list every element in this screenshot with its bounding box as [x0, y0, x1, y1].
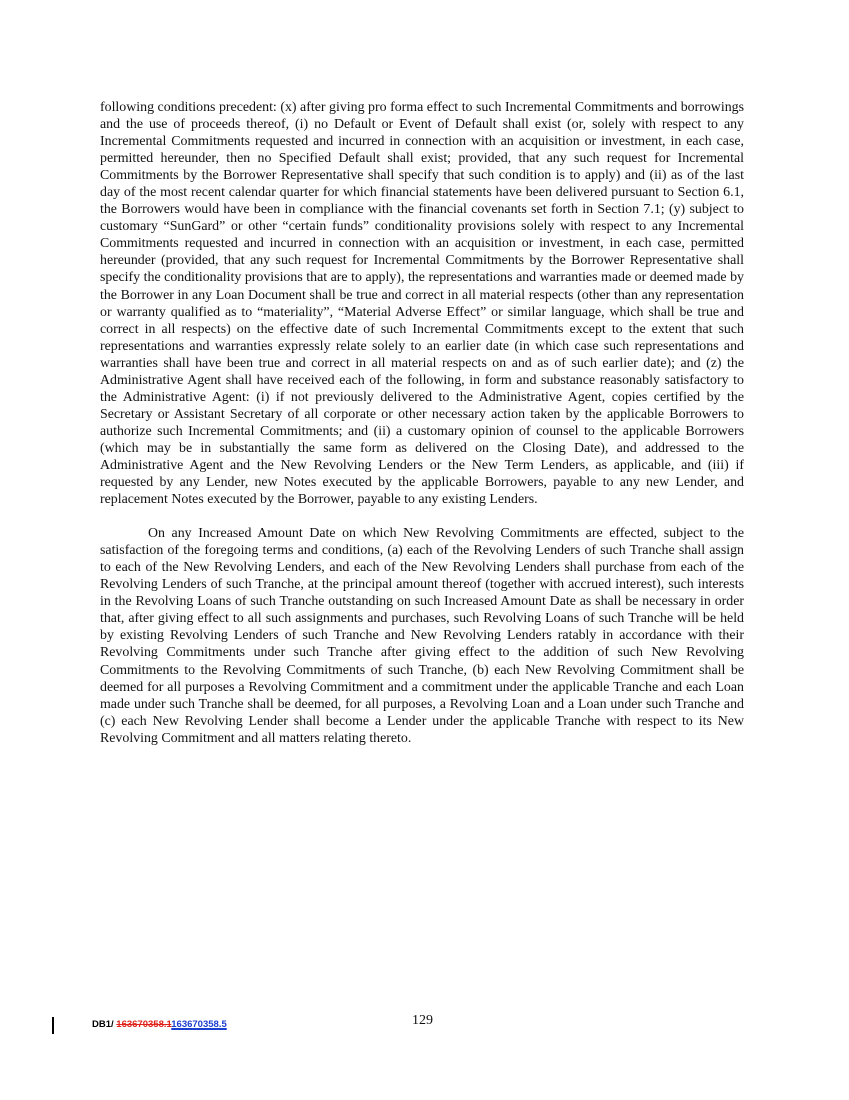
paragraph-increased-amount-date: On any Increased Amount Date on which New Revolving Commitments are effected, subject to the satisfaction of the foregoing terms and conditions, (a) each of the Revolving Lenders of such Tranche shall assign to each of the New Revolving Lenders, and each of the New Revolving Lenders shall purchase from each of the Revolving Lenders of such Tranche, at the principal amount thereof (together with accrued interest), such interests in the Revolving Loans of such Tranche outstanding on such Increased Amount Date as shall be necessary in order that, after giving effect to all such assignments and purchases, such Revolving Loans of such Tranche will be held by existing Revolving Lenders of such Tranche and New Revolving Lenders ratably in accordance with their Revolving Commitments under such Tranche after giving effect to the addition of such New Revolving Commitments to the Revolving Commitments of such Tranche, (b) each New Revolving Commitment shall be deemed for all purposes a Revolving Commitment and a commitment under the applicable Tranche and each Loan made under such Tranche shall be deemed, for all purposes, a Revolving Loan and a Loan under such Tranche and (c) each New Revolving Lender shall become a Lender under the applicable Tranche with respect to its New Revolving Commitment and all matters relating thereto.: [100, 526, 744, 746]
paragraph-conditions-precedent: following conditions precedent: (x) after giving pro forma effect to such Incremental Commitments and borrowings and the use of proceeds thereof, (i) no Default or Event of Default shall exist (or, solely with respect to any Incremental Commitments requested and incurred in connection with an acquisition or investment, in each case, permitted hereunder, then no Specified Default shall exist; provided, that any such request for Incremental Commitments by the Borrower Representative shall specify that such condition is to apply) and (ii) as of the last day of the most recent calendar quarter for which financial statements have been delivered pursuant to Section 6.1, the Borrowers would have been in compliance with the financial covenants set forth in Section 7.1; (y) subject to customary “SunGard” or other “certain funds” conditionality provisions solely with respect to any Incremental Commitments requested and incurred in connection with an acquisition or investment, in each case, permitted hereunder (provided, that any such request for Incremental Commitments by the Borrower Representative shall specify the conditionality provisions that are to apply), the representations and warranties made or deemed made by the Borrower in any Loan Document shall be true and correct in all material respects (other than any representation or warranty qualified as to “materiality”, “Material Adverse Effect” or similar language, which shall be true and correct in all respects) on the effective date of such Incremental Commitments except to the extent that such representations and warranties expressly relate solely to an earlier date (in which case such representations and warranties shall have been true and correct in all material respects on and as of such earlier date); and (z) the Administrative Agent shall have received each of the following, in form and substance reasonably satisfactory to the Administrative Agent: (i) if not previously delivered to the Administrative Agent, copies certified by the Secretary or Assistant Secretary of all corporate or other necessary action taken by the applicable Borrowers to authorize such Incremental Commitments; and (ii) a customary opinion of counsel to the applicable Borrowers (which may be in substantially the same form as delivered on the Closing Date), and addressed to the Administrative Agent and the New Revolving Lenders or the New Term Lenders, as applicable, and (iii) if requested by any Lender, new Notes executed by the applicable Borrowers, payable to any new Lender, and replacement Notes executed by the Borrower, payable to any existing Lenders.: [100, 100, 744, 508]
document-id-deleted-version: 163670358.1: [116, 1019, 172, 1030]
document-body: [100, 99, 744, 747]
document-id: [92, 1019, 227, 1030]
document-id-prefix: DB1/: [92, 1019, 117, 1030]
document-id-inserted-version: 163670358.5: [171, 1019, 227, 1030]
page-number: 129: [412, 1013, 433, 1028]
revision-change-bar: [52, 1017, 54, 1034]
